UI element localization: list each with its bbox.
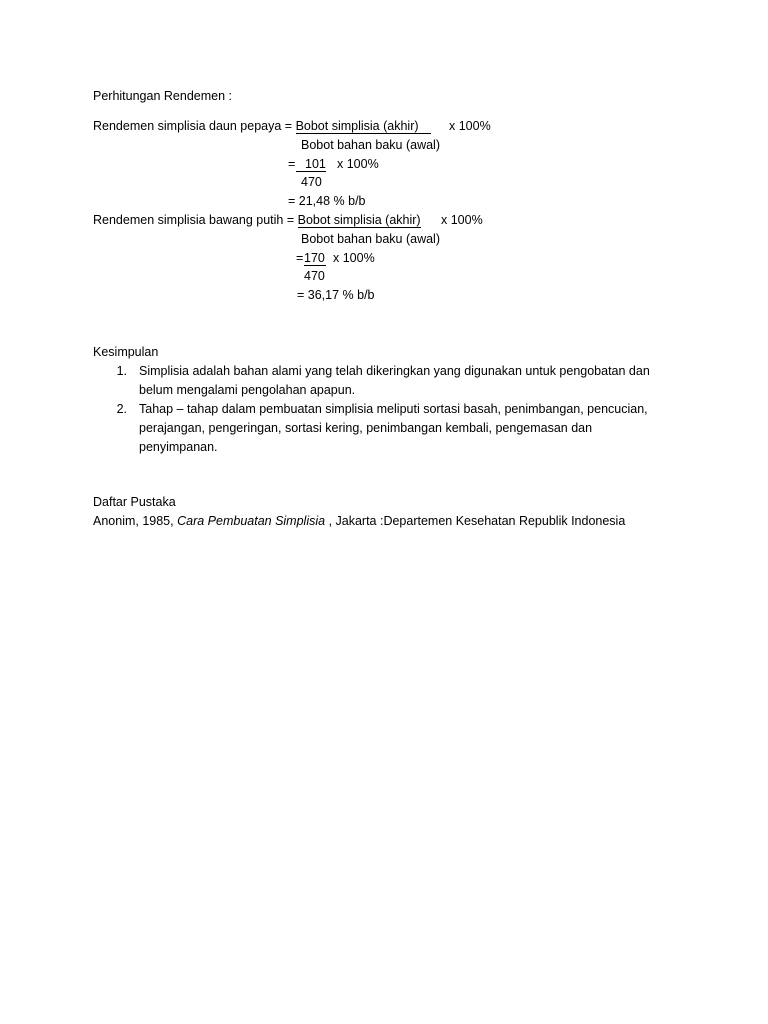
calc-bawang-num-value: 170 bbox=[304, 251, 325, 265]
calc-bawang-times-100-b: x 100% bbox=[333, 251, 375, 265]
kesimpulan-title: Kesimpulan bbox=[93, 345, 159, 359]
calc-pepaya-den-value: 470 bbox=[301, 175, 322, 189]
kesimpulan-item-1-line-1: Simplisia adalah bahan alami yang telah dikeringkan yang digunakan untuk pengobatan dan bbox=[139, 364, 650, 378]
calc-pepaya-label: Rendemen simplisia daun pepaya = bbox=[93, 119, 296, 133]
calc-bawang-eq-prefix: = bbox=[296, 251, 304, 265]
calc-bawang-numerator-term: Bobot simplisia (akhir) bbox=[297, 213, 421, 227]
kesimpulan-item-2-number: 2. bbox=[116, 402, 127, 416]
calc-bawang-den-value: 470 bbox=[304, 269, 325, 283]
reference-publisher: , Jakarta :Departemen Kesehatan Republik Indonesia bbox=[325, 514, 626, 528]
calc-pepaya-result: = 21,48 % b/b bbox=[288, 194, 366, 208]
calc-pepaya-eq-prefix: = bbox=[288, 157, 296, 171]
calc-bawang-denominator-term: Bobot bahan baku (awal) bbox=[301, 232, 440, 246]
kesimpulan-item-1-number: 1. bbox=[116, 364, 127, 378]
calc-bawang-result: = 36,17 % b/b bbox=[297, 288, 375, 302]
calc-pepaya-numerator-term: Bobot simplisia (akhir) bbox=[296, 119, 431, 134]
kesimpulan-item-2-line-3: penyimpanan. bbox=[139, 440, 218, 454]
calc-heading: Perhitungan Rendemen : bbox=[93, 89, 232, 103]
kesimpulan-item-1-line-2: belum mengalami pengolahan apapun. bbox=[139, 383, 356, 397]
reference-author: Anonim, 1985, bbox=[93, 514, 178, 528]
reference-title: Cara Pembuatan Simplisia bbox=[177, 514, 326, 528]
calc-bawang-times-100: x 100% bbox=[441, 213, 483, 227]
kesimpulan-item-2-line-1: Tahap – tahap dalam pembuatan simplisia meliputi sortasi basah, penimbangan, pencucian, bbox=[139, 402, 648, 416]
calc-pepaya-num-value: 101 bbox=[296, 157, 326, 172]
calc-pepaya-times-100-b: x 100% bbox=[337, 157, 379, 171]
kesimpulan-item-2-line-2: perajangan, pengeringan, sortasi kering, penimbangan kembali, pengemasan dan bbox=[139, 421, 593, 435]
calc-bawang-label: Rendemen simplisia bawang putih = bbox=[93, 213, 298, 227]
calc-pepaya-times-100: x 100% bbox=[449, 119, 491, 133]
daftar-pustaka-title: Daftar Pustaka bbox=[93, 495, 176, 509]
reference-entry bbox=[93, 513, 625, 529]
calc-pepaya-denominator-term: Bobot bahan baku (awal) bbox=[301, 138, 440, 152]
